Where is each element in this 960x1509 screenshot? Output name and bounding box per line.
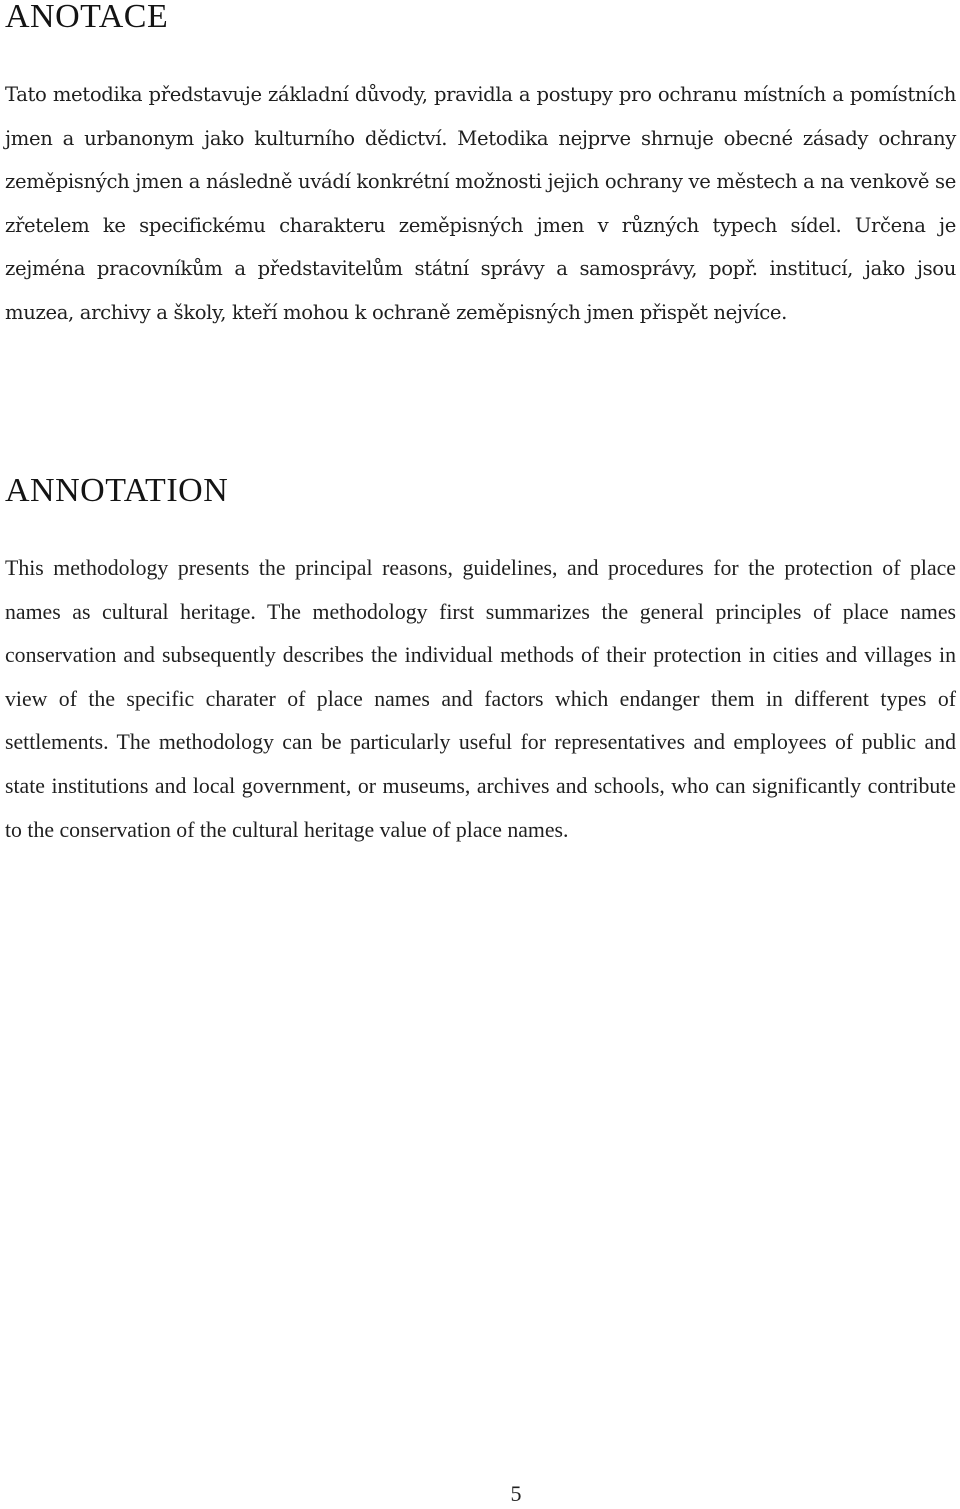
- czech-annotation-paragraph: Tato metodika představuje základní důvody, pravidla a postupy pro ochranu místních a pomístních jmen a urbanonym jako kulturního dědictví. Metodika nejprve shrnuje obecné zásady ochrany zeměpisných jmen a následně uvádí konkrétní možnosti jejich ochrany ve městech a na venkově se zřetelem ke specifickému charakteru zeměpisných jmen v různých typech sídel. Určena je zejména pracovníkům a představitelům státní správy a samosprávy, popř. institucí, jako jsou muzea, archivy a školy, kteří mohou k ochraně zeměpisných jmen přispět nejvíce.: [5, 83, 956, 324]
- czech-annotation-heading: ANOTACE: [5, 0, 169, 35]
- page-number: 5: [510, 1481, 522, 1506]
- english-annotation-paragraph: This methodology presents the principal reasons, guidelines, and procedures for the protection of place names as cultural heritage. The methodology first summarizes the general principles of place names conservation and subsequently describes the individual methods of their protection in cities and villages in view of the specific charater of place names and factors which endanger them in different types of settlements. The methodology can be particularly useful for representatives and employees of public and state institutions and local government, or museums, archives and schools, who can significantly contribute to the conservation of the cultural heritage value of place names.: [5, 556, 956, 842]
- english-annotation-heading: ANNOTATION: [5, 472, 229, 509]
